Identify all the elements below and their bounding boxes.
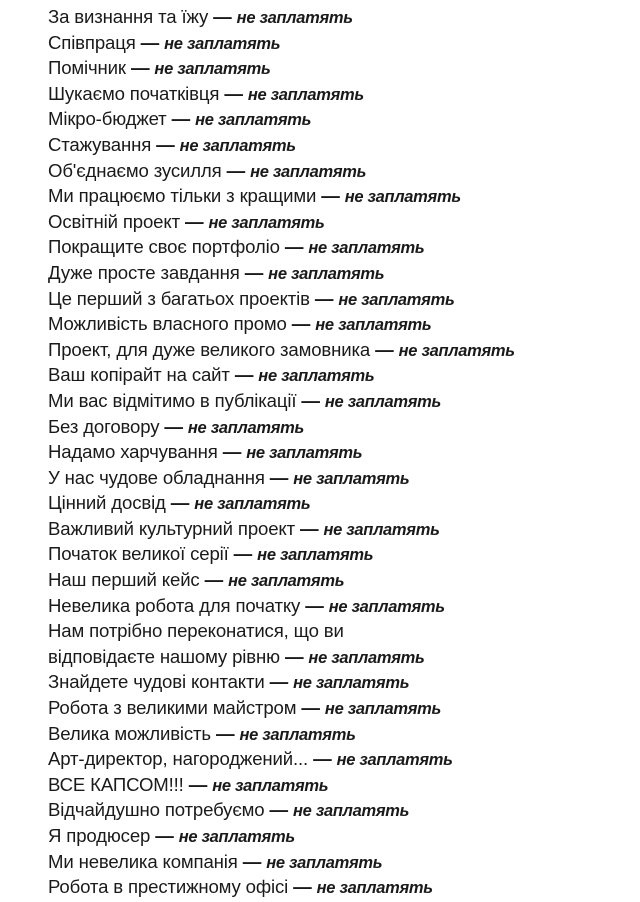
refusal-text: не заплатять [266, 853, 383, 872]
dash-separator: — [171, 108, 191, 130]
dash-separator: — [305, 594, 324, 616]
refusal-text: не заплатять [257, 546, 374, 565]
phrase-text: відповідаєте нашому рівню [48, 645, 280, 667]
dash-separator: — [204, 569, 224, 591]
phrase-text: У нас чудове обладнання [48, 466, 265, 488]
refusal-suffix [240, 262, 385, 283]
list-item [48, 874, 640, 900]
refusal-suffix [265, 671, 410, 692]
dash-separator: — [293, 876, 312, 898]
refusal-text: не заплатять [316, 879, 433, 898]
refusal-text: не заплатять [315, 316, 432, 335]
refusal-suffix [150, 825, 295, 846]
refusal-suffix [218, 441, 363, 462]
dash-separator: — [321, 185, 340, 207]
list-item [48, 30, 640, 56]
refusal-text: не заплатять [178, 828, 295, 846]
refusal-text: не заплатять [194, 495, 311, 514]
refusal-suffix [136, 32, 281, 53]
list-item [48, 286, 640, 312]
phrase-text: Можливість власного промо [48, 313, 287, 335]
refusal-text: не заплатять [293, 469, 410, 488]
refusal-suffix [370, 339, 515, 360]
phrase-text: Ми працюємо тільки з кращими [48, 185, 317, 207]
refusal-suffix [166, 492, 311, 513]
phrase-text: Шукаємо початківця [48, 82, 220, 104]
dash-separator: — [269, 671, 289, 693]
list-item [48, 234, 640, 260]
dash-separator: — [140, 31, 160, 53]
refusal-text: не заплатять [258, 367, 375, 386]
refusal-suffix [300, 595, 445, 616]
phrase-text: Я продюсер [48, 825, 151, 846]
dash-separator: — [234, 364, 254, 386]
list-item [48, 618, 640, 644]
refusal-text: не заплатять [212, 776, 329, 795]
dash-separator: — [284, 645, 304, 667]
list-item [48, 823, 640, 849]
refusal-suffix [126, 57, 271, 78]
dash-separator: — [213, 6, 232, 27]
phrase-text: Помічник [48, 57, 126, 79]
dash-separator: — [226, 159, 246, 181]
list-item [48, 849, 640, 875]
list-item [48, 439, 640, 465]
refusal-text: не заплатять [187, 418, 304, 437]
phrase-text: Освітній проект [48, 210, 180, 232]
refusal-text: не заплатять [323, 520, 440, 539]
phrase-text: Відчайдушно потребуємо [48, 799, 265, 821]
refusal-text: не заплатять [239, 725, 356, 744]
refusal-text: не заплатять [324, 700, 442, 719]
list-item [48, 81, 640, 107]
dash-separator: — [301, 389, 320, 411]
refusal-text: не заплатять [338, 290, 455, 309]
phrase-text: Робота з великими майстром [48, 697, 297, 719]
refusal-suffix [265, 467, 410, 488]
phrase-text: Дуже просте завдання [48, 261, 240, 283]
dash-separator: — [155, 825, 174, 846]
list-item [48, 4, 640, 30]
refusal-text: не заплатять [179, 136, 296, 155]
refusal-text: не заплатять [398, 341, 515, 360]
refusal-text: не заплатять [236, 9, 353, 27]
refusal-suffix [167, 108, 312, 129]
refusal-suffix [296, 390, 441, 411]
dash-separator: — [233, 543, 253, 565]
dash-separator: — [130, 57, 150, 79]
list-item [48, 132, 640, 158]
refusal-suffix [296, 697, 441, 718]
refusal-text: не заплатять [268, 264, 385, 283]
refusal-text: не заплатять [324, 392, 441, 411]
refusal-text: не заплатять [195, 111, 312, 130]
refusal-suffix [264, 799, 409, 820]
list-item [48, 516, 640, 542]
refusal-text: не заплатять [247, 85, 364, 104]
list-item [48, 746, 640, 772]
list-item [48, 541, 640, 567]
list-item [48, 183, 640, 209]
dash-separator: — [164, 415, 183, 437]
refusal-text: не заплатять [208, 213, 325, 232]
dash-separator: — [244, 261, 264, 283]
phrase-text: Нам потрібно переконатися, що ви [48, 620, 344, 642]
dash-separator: — [375, 338, 394, 360]
refusal-suffix [200, 569, 345, 590]
dash-separator: — [222, 441, 242, 463]
phrase-text: Наш перший кейс [48, 569, 200, 591]
list-item [48, 490, 640, 516]
refusal-text: не заплатять [250, 162, 367, 181]
refusal-suffix [308, 748, 453, 769]
refusal-suffix [151, 134, 296, 155]
phrase-text: Ваш копірайт на сайт [48, 364, 230, 386]
phrase-text: Арт-директор, нагороджений... [48, 748, 309, 770]
list-item [48, 106, 640, 132]
list-item [48, 209, 640, 235]
refusal-suffix [230, 364, 375, 385]
refusal-text: не заплатять [308, 648, 425, 667]
dash-separator: — [184, 210, 204, 232]
list-item [48, 388, 640, 414]
refusal-suffix [180, 211, 325, 232]
refusal-suffix [229, 543, 374, 564]
list-item [48, 593, 640, 619]
list-item [48, 260, 640, 286]
list-item [48, 362, 640, 388]
phrase-text: Покращите своє портфоліо [48, 236, 280, 258]
refusal-suffix [184, 774, 329, 795]
dash-separator: — [269, 799, 288, 821]
refusal-suffix [219, 83, 364, 104]
dash-separator: — [224, 82, 243, 104]
refusal-text: не заплатять [293, 674, 410, 693]
dash-separator: — [216, 722, 235, 744]
dash-separator: — [188, 773, 208, 795]
refusal-suffix [222, 160, 367, 181]
phrase-text: Важливий культурний проект [48, 517, 295, 539]
dash-separator: — [269, 466, 289, 488]
list-item [48, 695, 640, 721]
phrase-text: Початок великої серії [48, 543, 229, 565]
refusal-text: не заплатять [164, 34, 281, 53]
list-item [48, 797, 640, 823]
phrase-text: Стажування [48, 133, 152, 155]
phrase-text: Ми вас відмітимо в публікації [48, 389, 297, 411]
dash-separator: — [170, 492, 190, 514]
list-item [48, 721, 640, 747]
phrase-text: Надамо харчування [48, 441, 218, 463]
phrase-text: За визнання та їжу [48, 6, 209, 27]
phrase-text: Цінний досвід [48, 492, 166, 514]
refusal-text: не заплатять [328, 597, 445, 616]
list-item [48, 311, 640, 337]
phrase-list [48, 4, 640, 900]
phrase-text: Робота в престижному офісі [48, 876, 289, 898]
refusal-suffix [287, 313, 432, 334]
dash-separator: — [291, 313, 311, 335]
refusal-suffix [280, 646, 425, 667]
refusal-suffix [208, 6, 353, 27]
phrase-text: Велика можливість [48, 722, 211, 744]
refusal-text: не заплатять [344, 188, 461, 207]
refusal-suffix [295, 518, 440, 539]
phrase-text: ВСЕ КАПСОМ!!! [48, 773, 184, 795]
list-item [48, 772, 640, 798]
list-item [48, 669, 640, 695]
list-item [48, 337, 640, 363]
refusal-suffix [288, 876, 433, 897]
refusal-suffix [280, 236, 425, 257]
list-item [48, 644, 640, 670]
list-item [48, 567, 640, 593]
refusal-suffix [238, 851, 383, 872]
phrase-text: Мікро-бюджет [48, 108, 167, 130]
refusal-text: не заплатять [336, 751, 453, 770]
dash-separator: — [313, 748, 332, 770]
phrase-text: Без договору [48, 415, 160, 437]
phrase-text: Ми невелика компанія [48, 850, 238, 872]
dash-separator: — [156, 133, 175, 155]
dash-separator: — [301, 697, 320, 719]
list-item [48, 414, 640, 440]
phrase-text: Невелика робота для початку [48, 594, 301, 616]
list-item [48, 55, 640, 81]
refusal-suffix [316, 185, 461, 206]
phrase-text: Це перший з багатьох проектів [48, 287, 310, 309]
dash-separator: — [284, 236, 304, 258]
refusal-suffix [159, 416, 304, 437]
phrase-text: Проект, для дуже великого замовника [48, 338, 371, 360]
dash-separator: — [314, 287, 334, 309]
phrase-text: Знайдете чудові контакти [48, 671, 265, 693]
phrase-text: Співпраця [48, 31, 136, 53]
refusal-text: не заплатять [228, 572, 345, 591]
refusal-suffix [211, 723, 356, 744]
refusal-text: не заплатять [308, 239, 425, 258]
list-item [48, 158, 640, 184]
refusal-suffix [310, 288, 455, 309]
dash-separator: — [242, 850, 262, 872]
refusal-text: не заплатять [293, 802, 410, 821]
refusal-text: не заплатять [246, 444, 363, 463]
list-item [48, 465, 640, 491]
refusal-text: не заплатять [154, 60, 271, 79]
dash-separator: — [300, 517, 319, 539]
phrase-text: Об'єднаємо зусилля [48, 159, 222, 181]
